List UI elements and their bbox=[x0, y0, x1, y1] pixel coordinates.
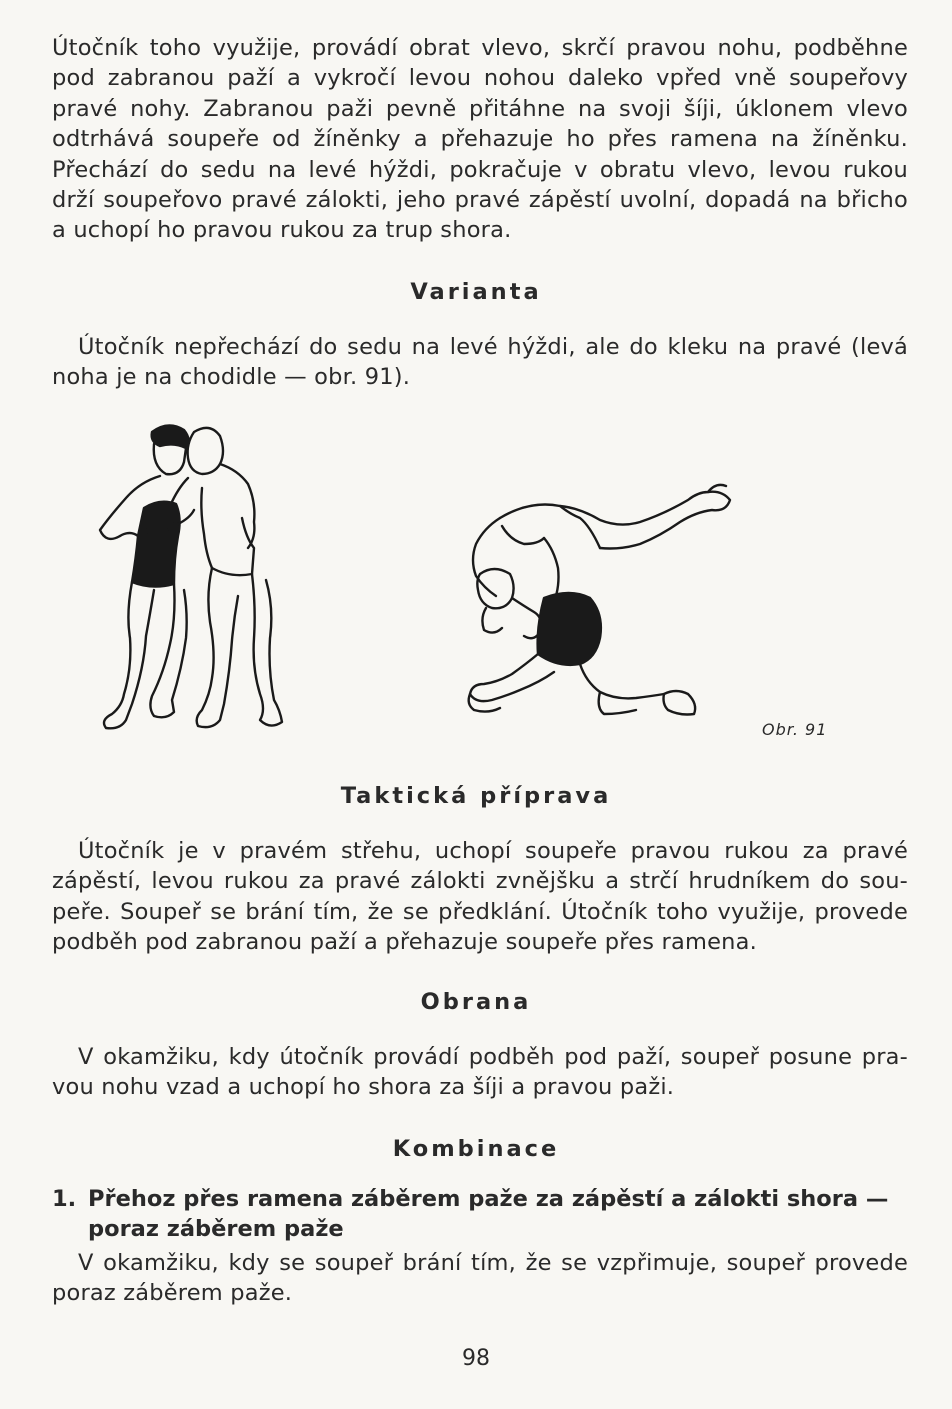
text-line: odtrhává soupeře od žíněnky a přehazuje ho přes ramena na žíněnku. bbox=[52, 126, 908, 153]
varianta-paragraph bbox=[52, 332, 908, 393]
section-heading-takticka: Taktická příprava bbox=[340, 783, 612, 809]
section-heading-varianta: Varianta bbox=[410, 279, 542, 305]
text-line: Útočník nepřechází do sedu na levé hýždi, ale do kleku na pravé (levá bbox=[78, 334, 908, 360]
intro-paragraph bbox=[52, 33, 908, 246]
text-line: pravé nohy. Zabranou paži pevně přitáhne na svoji šíji, úklonem vlevo bbox=[52, 95, 908, 122]
text-line: noha je na chodidle — obr. 91). bbox=[52, 364, 411, 391]
page-number: 98 bbox=[462, 1346, 490, 1371]
section-heading-obrana: Obrana bbox=[420, 989, 532, 1015]
figure-caption: Obr. 91 bbox=[762, 720, 828, 739]
shoulder-throw-illustration bbox=[440, 478, 740, 728]
item-number: 1. bbox=[52, 1186, 77, 1212]
item-title-line: Přehoz přes ramena záběrem paže za zápěstí a zálokti shora — bbox=[88, 1186, 889, 1212]
text-line: Přechází do sedu na levé hýždi, pokračuje v obratu vlevo, levou rukou bbox=[52, 156, 908, 183]
text-line: drží soupeřovo pravé zálokti, jeho pravé zápěstí uvolní, dopadá na břicho bbox=[52, 187, 908, 214]
text-line: V okamžiku, kdy útočník provádí podběh pod paží, soupeř posune pra- bbox=[78, 1044, 908, 1070]
combination-item-title bbox=[52, 1184, 912, 1244]
two-standing-wrestlers-illustration bbox=[70, 418, 300, 748]
text-line: Útočník toho využije, provádí obrat vlevo, skrčí pravou nohu, podběhne bbox=[52, 35, 908, 61]
text-line: pod zabranou paží a vykročí levou nohou daleko vpřed vně soupeřovy bbox=[52, 65, 908, 92]
text-line: vou nohu vzad a uchopí ho shora za šíji a pravou paži. bbox=[52, 1074, 675, 1101]
text-line: a uchopí ho pravou rukou za trup shora. bbox=[52, 217, 512, 244]
takticka-paragraph bbox=[52, 836, 908, 958]
text-line: podběh pod zabranou paží a přehazuje soupeře přes ramena. bbox=[52, 929, 757, 956]
text-line: peře. Soupeř se brání tím, že se předklání. Útočník toho využije, provede bbox=[52, 898, 908, 925]
obrana-paragraph bbox=[52, 1042, 908, 1103]
item-title-line: poraz záběrem paže bbox=[88, 1216, 344, 1242]
text-line: Útočník je v pravém střehu, uchopí soupeře pravou rukou za pravé bbox=[78, 838, 908, 864]
combination-item-text bbox=[52, 1248, 908, 1309]
section-heading-kombinace: Kombinace bbox=[392, 1136, 560, 1162]
text-line: V okamžiku, kdy se soupeř brání tím, že se vzpřimuje, soupeř provede bbox=[78, 1250, 908, 1276]
text-line: poraz záběrem paže. bbox=[52, 1280, 293, 1307]
text-line: zápěstí, levou rukou za pravé zálokti zvnějšku a strčí hrudníkem do sou- bbox=[52, 868, 908, 895]
